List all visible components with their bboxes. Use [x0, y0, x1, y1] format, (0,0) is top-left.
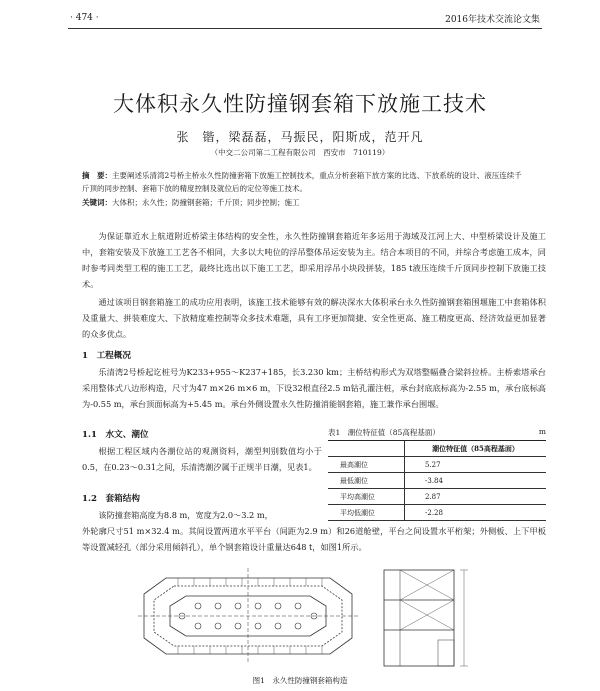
section-view-drawing: [384, 570, 468, 666]
table-row: [328, 505, 546, 521]
tide-value: 2.87: [405, 489, 547, 505]
table-header-row: [328, 441, 546, 457]
section-1-2-paragraph-start: 该防撞套箱高度为8.8 m，宽度为2.0～3.2 m，: [98, 510, 273, 520]
table-1-unit: m: [538, 427, 546, 436]
tide-value: -2.28: [405, 505, 547, 521]
keywords-text: 大体积；永久性；防撞钢套箱；千斤顶；同步控制；施工: [112, 198, 300, 207]
paper-title: 大体积永久性防撞钢套箱下放施工技术: [113, 92, 487, 116]
keywords: [82, 197, 528, 208]
intro-paragraph-1: 为保证靠近水上航道附近桥梁主体结构的安全性，永久性防撞钢套箱近年多运用于海域及江河上大、中型桥梁设计及施工中，套箱安装及下放施工工艺各不相同，大多以大吨位的浮吊整体吊运安装为主。结合本项目的不同，并综合考虑施工成本，同时参考同类型工程的施工工艺，最终比选出以下施工工艺，即采用浮吊小块段拼装，185 t液压连续千斤顶同步控制下放施工技术。: [82, 231, 546, 289]
plan-view-drawing: [138, 568, 358, 664]
figure-1-caption: 图1 永久性防撞钢套箱构造: [252, 676, 348, 685]
affiliation: （中交二公司第二工程有限公司 西安市 710119）: [210, 148, 390, 157]
keywords-label: 关键词：: [82, 198, 112, 207]
tide-name: 平均低潮位: [328, 505, 405, 521]
section-1-heading: 1 工程概况: [82, 351, 131, 361]
tide-value: -3.84: [405, 473, 547, 489]
journal-name: 2016年技术交流论文集: [445, 14, 540, 25]
section-1-2-paragraph: 外轮廓尺寸51 m×32.4 m。其间设置两道水平平台（间距为2.9 m）和26道舱壁，平台之间设置水平桁架；外侧板、上下甲板等设置减轻孔（部分采用倾斜孔），单个钢套箱设计重量达648 t，如图1所示。: [82, 526, 546, 552]
section-1-1-heading: 1.1 水文、潮位: [82, 430, 149, 440]
section-1-paragraph: 乐清湾2号桥起讫桩号为K233+955～K237+185，长3.230 km；主桥结构形式为双塔整幅叠合梁斜拉桥。主桥索塔承台采用整体式八边形构造，尺寸为47 m×26 m×6 m，下设32根直径2.5 m钻孔灌注桩，承台封底底标高为-2.55 m，承台底标高为-0.55 m，承台顶面标高为+5.45 m。承台外侧设置永久性防撞消能钢套箱，施工兼作承台围堰。: [82, 367, 546, 409]
tide-name: 最低潮位: [328, 473, 405, 489]
table-1-caption: [328, 427, 546, 438]
author-list: 张 锴，梁磊磊，马振民，阳斯成，范开凡: [176, 130, 424, 144]
tide-value: 5.27: [405, 457, 547, 473]
tide-table: [328, 440, 546, 521]
table-row: [328, 457, 546, 473]
running-header: [70, 10, 540, 26]
cofferdam-structure-figure: [138, 560, 474, 672]
section-1-1-paragraph: 根据工程区域内各潮位站的观测资料，潮型判别数值均小于0.5，在0.23～0.31之间，乐清湾潮汐属于正规半日潮，见表1。: [82, 446, 322, 472]
table-row: [328, 489, 546, 505]
abstract-text: 主要阐述乐清湾2号桥主桥永久性防撞套箱下放施工控制技术，重点分析套箱下放方案的比选、下放系统的设计、液压连续千斤顶的同步控制、套箱下放的精度控制及就位后的定位等施工技术。: [82, 171, 522, 193]
tide-name: 平均高潮位: [328, 489, 405, 505]
header-rule: [68, 28, 542, 29]
table-1-title: 表1 潮位特征值（85高程基面）: [328, 428, 440, 437]
abstract-label: 摘 要：: [82, 171, 112, 180]
table-row: [328, 473, 546, 489]
table-col-name: [328, 441, 405, 457]
table-col-value: 潮位特征值（85高程基面）: [405, 441, 547, 457]
tide-name: 最高潮位: [328, 457, 405, 473]
intro-paragraph-2: 通过该项目钢套箱施工的成功应用表明，该施工技术能够有效的解决深水大体积承台永久性防撞钢套箱围堰施工中套箱体积及重量大、拼装难度大、下放精度难控制等众多技术难题，具有工序更加简捷、安全性更高、施工精度更高、经济效益更加显著的众多优点。: [82, 297, 546, 339]
abstract: [82, 169, 528, 195]
section-1-2-heading: 1.2 套箱结构: [82, 494, 140, 504]
page-number: · 474 ·: [70, 13, 99, 23]
